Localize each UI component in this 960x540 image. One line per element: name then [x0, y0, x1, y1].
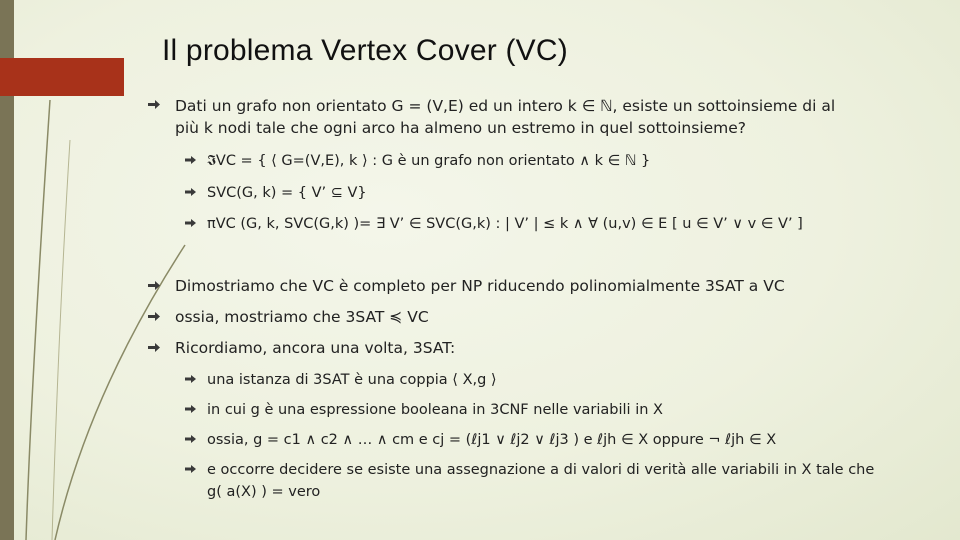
- bullet-icon: [148, 343, 160, 352]
- list-item-line: Ricordiamo, ancora una volta, 3SAT:: [175, 339, 456, 357]
- list-item-line: πVC (G, k, SVC(G,k) )= ∃ V’ ∈ SVC(G,k) : | V’ | ≤ k ∧ ∀ (u,v) ∈ E [ u ∈ V’ ∨ v ∈ V’ ]: [207, 216, 803, 232]
- list-item: [175, 337, 455, 359]
- list-item-line: Dimostriamo che VC è completo per NP riducendo polinomialmente 3SAT a VC: [175, 277, 785, 295]
- list-item-line: una istanza di 3SAT è una coppia ⟨ X,g ⟩: [207, 372, 497, 388]
- list-item: [175, 306, 429, 328]
- list-item: [207, 399, 663, 421]
- list-item-line: 𝕴VC = { ⟨ G=(V,E), k ⟩ : G è un grafo non orientato ∧ k ∈ ℕ }: [207, 153, 651, 169]
- list-item-line: SVC(G, k) = { V’ ⊆ V}: [207, 185, 367, 201]
- bullet-icon: [148, 100, 160, 109]
- bullet-icon: [185, 405, 196, 413]
- list-item: [207, 429, 776, 451]
- title-accent-bar: [0, 58, 124, 96]
- list-item: [175, 275, 785, 297]
- bullet-icon: [185, 435, 196, 443]
- list-item-line: in cui g è una espressione booleana in 3CNF nelle variabili in X: [207, 402, 663, 418]
- list-item-line: ossia, mostriamo che 3SAT ≼ VC: [175, 308, 429, 326]
- bullet-icon: [148, 281, 160, 290]
- list-item-line: Dati un grafo non orientato G = (V,E) ed un intero k ∈ ℕ, esiste un sottoinsieme di al: [175, 97, 836, 115]
- bullet-icon: [185, 375, 196, 383]
- list-item: [207, 182, 367, 204]
- bullet-icon: [185, 188, 196, 196]
- list-item-line: più k nodi tale che ogni arco ha almeno un estremo in quel sottoinsieme?: [175, 119, 747, 137]
- list-item-line: g( a(X) ) = vero: [207, 484, 321, 500]
- list-item: [207, 213, 803, 235]
- list-item: [207, 150, 650, 172]
- slide-title: Il problema Vertex Cover (VC): [162, 34, 568, 67]
- list-item-line: e occorre decidere se esiste una assegnazione a di valori di verità alle variabili in X tale che: [207, 462, 875, 478]
- list-item-line: ossia, g = c1 ∧ c2 ∧ … ∧ cm e cj = (ℓj1 ∨ ℓj2 ∨ ℓj3 ) e ℓjh ∈ X oppure ¬ ℓjh ∈ X: [207, 432, 777, 448]
- bullet-icon: [148, 312, 160, 321]
- bullet-icon: [185, 156, 196, 164]
- list-item: [207, 459, 874, 503]
- list-item: [207, 369, 497, 391]
- bullet-icon: [185, 219, 196, 227]
- list-item: [175, 95, 835, 139]
- bullet-icon: [185, 465, 196, 473]
